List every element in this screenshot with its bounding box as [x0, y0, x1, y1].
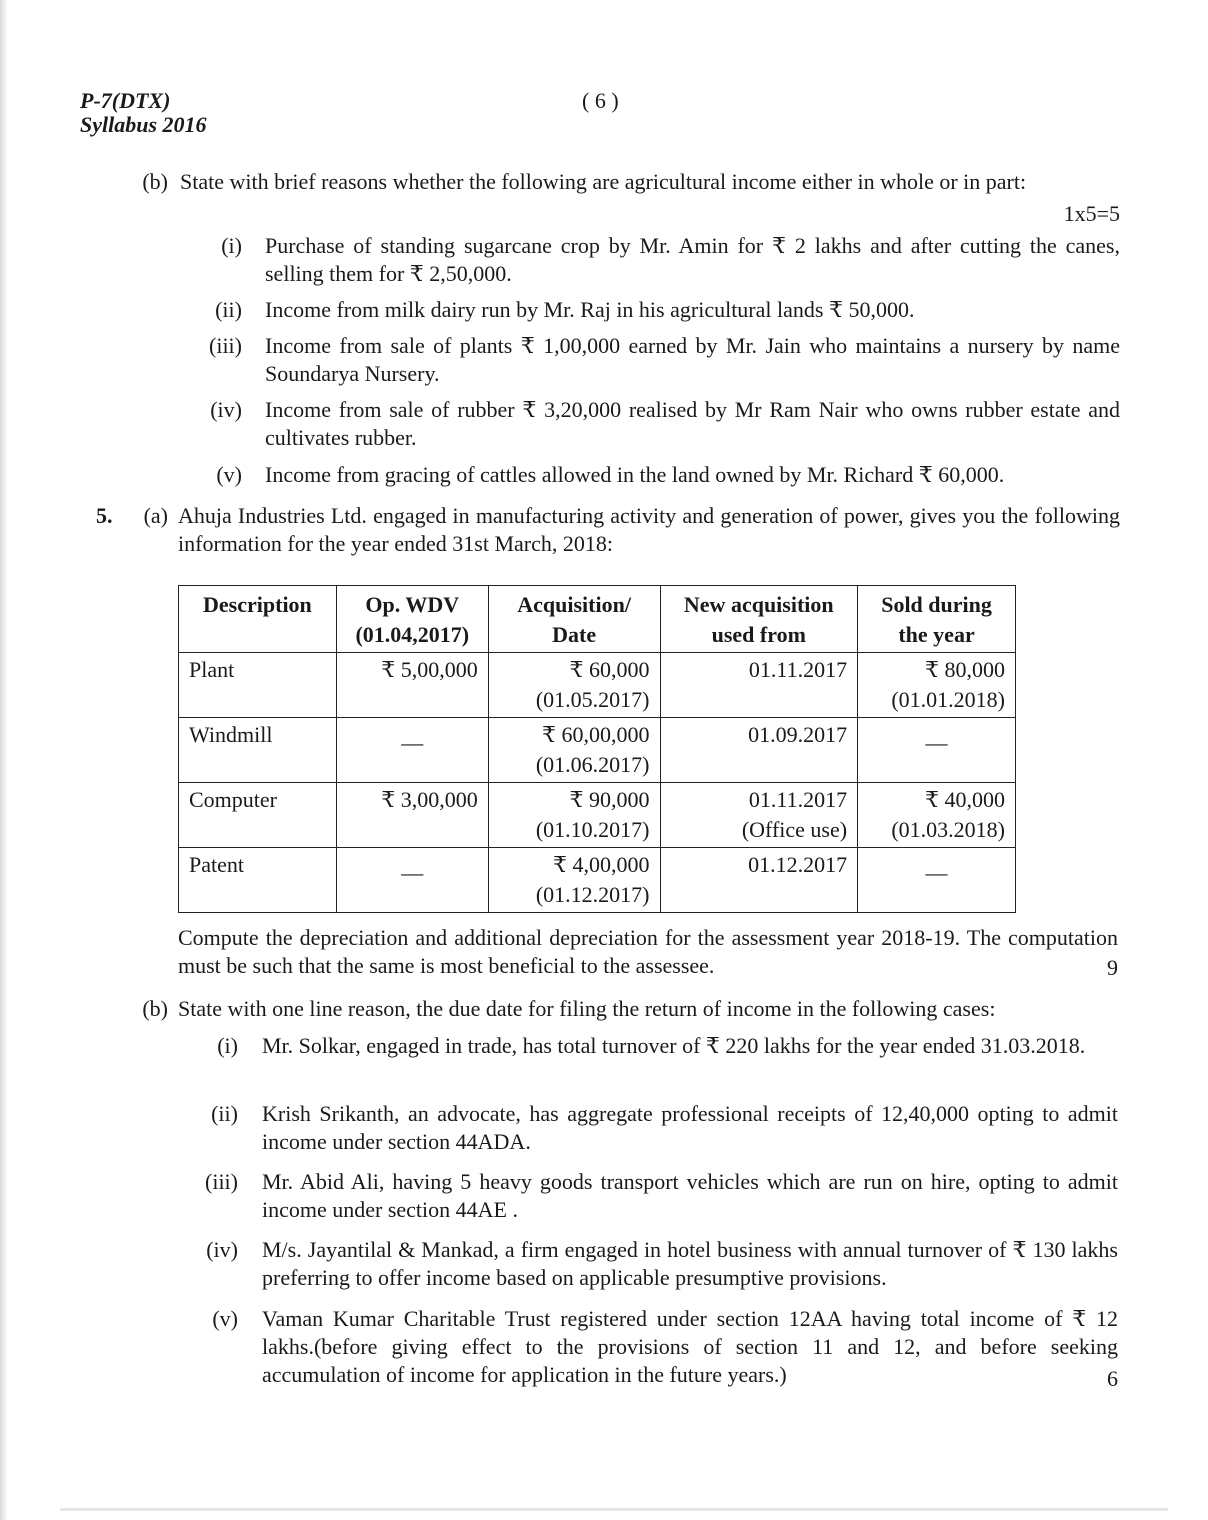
table-row [179, 718, 1016, 783]
q5b-marks: 6 [1107, 1366, 1118, 1391]
cell-acquisition: ₹ 60,00,000 (01.06.2017) [488, 718, 660, 783]
q5a-instruction: Compute the depreciation and additional depreciation for the assessment year 2018-19. The computation must be such that the same is most beneficial to the assessee. [178, 925, 1118, 978]
q5b-item-num: (ii) [211, 1101, 238, 1126]
q5b-item-num: (v) [212, 1306, 238, 1331]
col-header-op-wdv: Op. WDV (01.04,2017) [336, 586, 488, 653]
cell-acquisition: ₹ 4,00,000 (01.12.2017) [488, 848, 660, 913]
q4b-item-num: (iii) [209, 333, 242, 358]
paper-code: P-7(DTX) [80, 88, 171, 113]
cell-acquisition: ₹ 60,000 (01.05.2017) [488, 653, 660, 718]
q4b-item-num: (iv) [210, 397, 242, 422]
page-number: ( 6 ) [582, 88, 619, 113]
q5b-item-text: M/s. Jayantilal & Mankad, a firm engaged in hotel business with annual turnover of ₹ 130 lakhs preferring to offer income based on applicable presumptive provisions. [262, 1237, 1118, 1290]
q4b-item-num: (ii) [215, 297, 242, 322]
cell-used-from: 01.11.2017 (Office use) [660, 783, 858, 848]
q5a-intro: Ahuja Industries Ltd. engaged in manufacturing activity and generation of power, gives you the following information for the year ended 31st March, 2018: [178, 503, 1120, 556]
page-edge-shadow [0, 0, 8, 1520]
col-header-acquisition: Acquisition/ Date [488, 586, 660, 653]
table-header-row [179, 586, 1016, 653]
q4b-item-text: Income from gracing of cattles allowed in the land owned by Mr. Richard ₹ 60,000. [265, 462, 1005, 487]
cell-used-from: 01.11.2017 [660, 653, 858, 718]
cell-used-from: 01.09.2017 [660, 718, 858, 783]
depreciation-table [178, 585, 1016, 913]
q4b-text: State with brief reasons whether the following are agricultural income either in whole or in part: [180, 169, 1027, 194]
q5b-item-num: (i) [217, 1033, 238, 1058]
q5b-item-num: (iv) [206, 1237, 238, 1262]
question-number: 5. [96, 503, 113, 528]
cell-sold: ₹ 40,000 (01.03.2018) [858, 783, 1016, 848]
cell-description: Computer [179, 783, 337, 848]
cell-acquisition: ₹ 90,000 (01.10.2017) [488, 783, 660, 848]
q4b-item-text: Income from milk dairy run by Mr. Raj in his agricultural lands ₹ 50,000. [265, 297, 915, 322]
q5b-item-text: Mr. Solkar, engaged in trade, has total turnover of ₹ 220 lakhs for the year ended 31.03.2018. [262, 1033, 1086, 1058]
cell-op-wdv: ₹ 3,00,000 [336, 783, 488, 848]
q4b-item-text: Income from sale of plants ₹ 1,00,000 earned by Mr. Jain who maintains a nursery by name Soundarya Nursery. [265, 333, 1120, 386]
table-row [179, 848, 1016, 913]
q5b-item-text: Krish Srikanth, an advocate, has aggregate professional receipts of 12,40,000 opting to admit income under section 44ADA. [262, 1101, 1118, 1154]
q5b-text: State with one line reason, the due date for filing the return of income in the following cases: [178, 996, 996, 1021]
q5b-label: (b) [142, 996, 168, 1021]
table-row [179, 783, 1016, 848]
cell-description: Patent [179, 848, 337, 913]
q4b-item-text: Purchase of standing sugarcane crop by Mr. Amin for ₹ 2 lakhs and after cutting the canes, selling them for ₹ 2,50,000. [265, 233, 1120, 286]
cell-description: Windmill [179, 718, 337, 783]
q4b-item-num: (v) [216, 462, 242, 487]
cell-sold: — [858, 848, 1016, 913]
q5a-label: (a) [143, 503, 168, 528]
cell-op-wdv: ₹ 5,00,000 [336, 653, 488, 718]
col-header-sold: Sold during the year [858, 586, 1016, 653]
q5a-marks: 9 [1107, 955, 1118, 980]
q4b-label: (b) [142, 169, 168, 194]
cell-op-wdv: — [336, 718, 488, 783]
q5b-item-num: (iii) [205, 1169, 238, 1194]
page-bottom-edge [60, 1508, 1168, 1511]
cell-description: Plant [179, 653, 337, 718]
syllabus-label: Syllabus 2016 [80, 112, 207, 137]
q4b-item-text: Income from sale of rubber ₹ 3,20,000 realised by Mr Ram Nair who owns rubber estate and cultivates rubber. [265, 397, 1120, 450]
col-header-new-acquisition: New acquisition used from [660, 586, 858, 653]
cell-used-from: 01.12.2017 [660, 848, 858, 913]
col-header-description: Description [179, 586, 337, 653]
q4b-marks: 1x5=5 [1063, 201, 1120, 226]
q5b-item-text: Vaman Kumar Charitable Trust registered under section 12AA having total income of ₹ 12 lakhs.(before giving effect to the provisions of section 11 and 12, and before seeking accumulation of income for application in the future years.) [262, 1306, 1118, 1387]
cell-sold: ₹ 80,000 (01.01.2018) [858, 653, 1016, 718]
q5b-item-text: Mr. Abid Ali, having 5 heavy goods transport vehicles which are run on hire, opting to admit income under section 44AE . [262, 1169, 1118, 1222]
table-row [179, 653, 1016, 718]
cell-sold: — [858, 718, 1016, 783]
q4b-item-num: (i) [221, 233, 242, 258]
cell-op-wdv: — [336, 848, 488, 913]
